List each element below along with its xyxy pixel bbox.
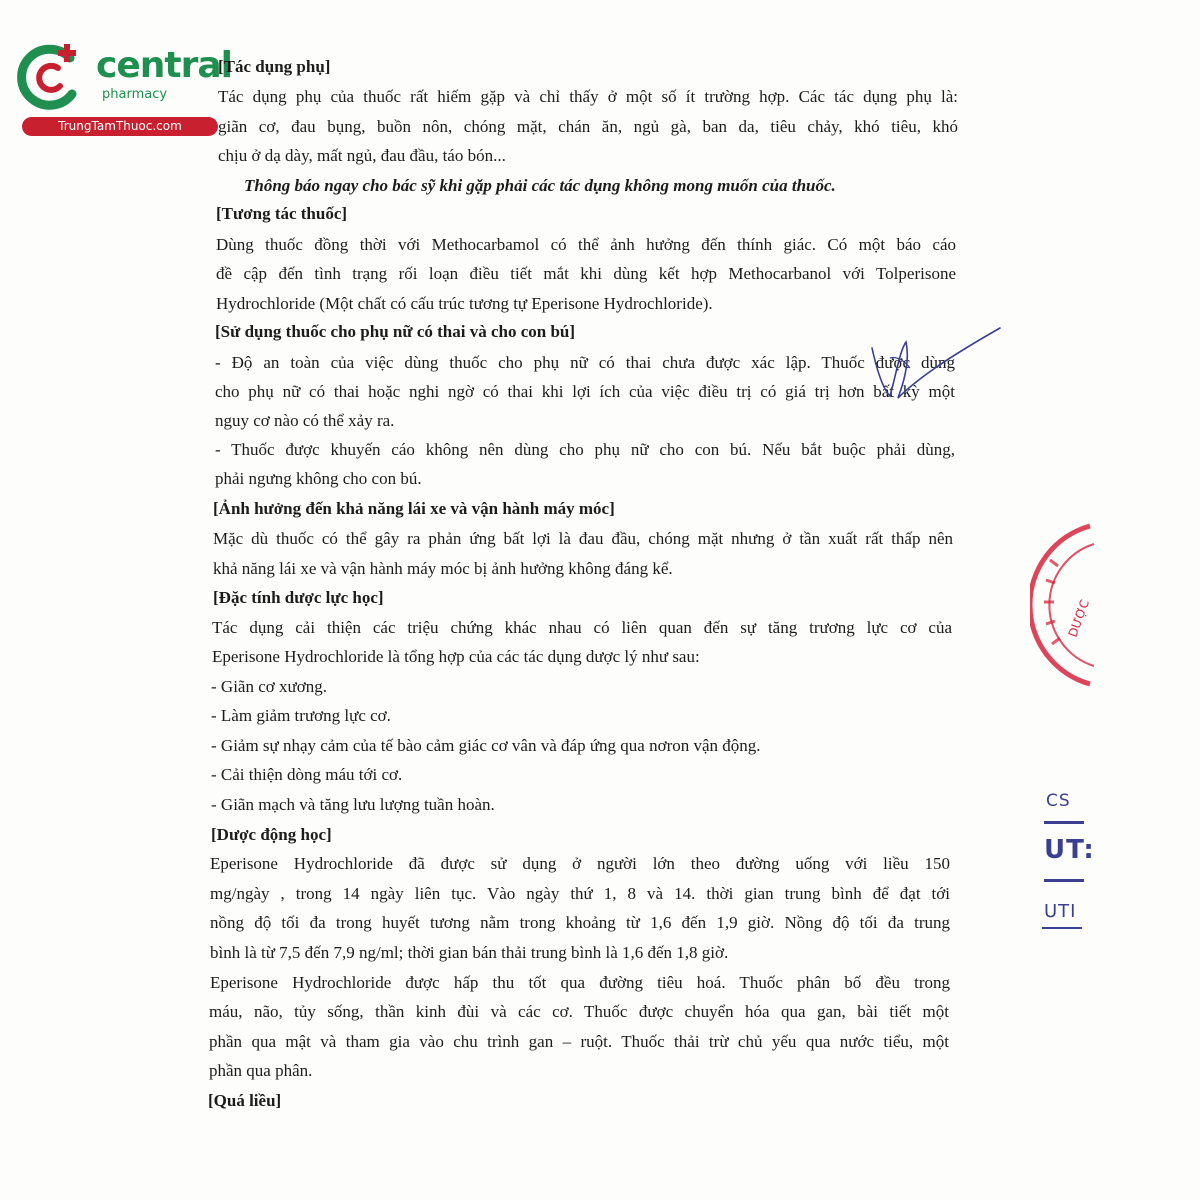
official-stamp: [1030, 520, 1110, 690]
edge-rule: [1044, 879, 1084, 882]
heading-driving: [Ảnh hưởng đến khả năng lái xe và vận hành máy móc]: [213, 499, 615, 518]
text-line: Mặc dù thuốc có thể gây ra phản ứng bất lợi là đau đầu, chóng mặt nhưng ở tần xuất rất thấp nên: [213, 529, 953, 548]
text-line: khả năng lái xe và vận hành máy móc bị ảnh hưởng không đáng kể.: [213, 559, 673, 578]
text-line: mg/ngày , trong 14 ngày liên tục. Vào ngày thứ 1, 8 và 14. thời gian trung bình để đạt tới: [210, 884, 950, 903]
list-item: - Làm giảm trương lực cơ.: [211, 706, 391, 725]
edge-stamp-fragments: [1040, 785, 1100, 935]
text-line: máu, não, tủy sống, thần kinh đùi và các cơ. Thuốc được chuyển hóa qua gan, bài tiết một: [209, 1002, 949, 1021]
heading-side-effects: [Tác dụng phụ]: [218, 57, 331, 76]
text-line: cho phụ nữ có thai hoặc nghi ngờ có thai khi lợi ích của việc điều trị có giá trị hơn bất kỳ một: [215, 382, 955, 401]
heading-overdose: [Quá liều]: [208, 1091, 282, 1110]
logo-name: central: [96, 45, 232, 86]
edge-mark-3: UTI: [1044, 901, 1077, 922]
text-line: nguy cơ nào có thể xảy ra.: [215, 411, 395, 430]
stamp-text: DƯỢC: [1065, 597, 1093, 640]
heading-pharmacokinetics: [Dược động học]: [211, 825, 332, 844]
text-line: - Độ an toàn của việc dùng thuốc cho phụ nữ có thai chưa được xác lập. Thuốc được dùng: [215, 353, 955, 372]
text-line: phần qua phân.: [209, 1061, 313, 1080]
text-line: nồng độ tối đa trong huyết tương nằm trong khoảng từ 1,6 đến 1,9 giờ. Nồng độ tối đa trung: [210, 913, 950, 932]
central-logo-icon: [10, 36, 90, 116]
text-line: Eperisone Hydrochloride được hấp thu tốt qua đường tiêu hoá. Thuốc phân bố đều trong: [210, 973, 950, 992]
text-line: Eperisone Hydrochloride là tổng hợp của các tác dụng dược lý như sau:: [212, 647, 700, 666]
text-line: Hydrochloride (Một chất có cấu trúc tương tự Eperisone Hydrochloride).: [216, 294, 713, 313]
text-line: chịu ở dạ dày, mất ngủ, đau đầu, táo bón...: [218, 146, 506, 165]
heading-pregnancy: [Sử dụng thuốc cho phụ nữ có thai và cho con bú]: [215, 322, 576, 341]
text-line: bình là từ 7,5 đến 7,9 ng/ml; thời gian bán thải trung bình là 1,6 đến 1,8 giờ.: [210, 943, 729, 962]
logo-subtitle: pharmacy: [102, 87, 168, 102]
edge-mark-2: UT:: [1044, 835, 1095, 865]
heading-pharmacodynamics: [Đặc tính dược lực học]: [213, 588, 384, 607]
text-line: đề cập đến tình trạng rối loạn điều tiết mắt khi dùng kết hợp Methocarbanol với Tolperisone: [216, 264, 956, 283]
text-line: - Thuốc được khuyến cáo không nên dùng cho phụ nữ cho con bú. Nếu bắt buộc phải dùng,: [215, 440, 955, 459]
list-item: - Cải thiện dòng máu tới cơ.: [211, 765, 403, 784]
logo-website[interactable]: TrungTamThuoc.com: [22, 117, 218, 136]
signature-mark: [860, 320, 1010, 420]
central-pharmacy-logo[interactable]: [10, 36, 232, 136]
edge-rule: [1044, 821, 1084, 824]
text-line: Tác dụng cải thiện các triệu chứng khác nhau có liên quan đến sự tăng trương lực cơ của: [212, 618, 952, 637]
list-item: - Giãn cơ xương.: [211, 677, 327, 696]
list-item: - Giảm sự nhạy cảm của tế bào cảm giác cơ vân và đáp ứng qua nơron vận động.: [211, 736, 761, 755]
text-line: giãn cơ, đau bụng, buồn nôn, chóng mặt, chán ăn, ngủ gà, ban da, tiêu chảy, khó tiêu, khó: [218, 117, 958, 136]
edge-mark-1: CS: [1046, 791, 1071, 811]
text-line: Dùng thuốc đồng thời với Methocarbamol có thể ảnh hưởng đến thính giác. Có một báo cáo: [216, 235, 956, 254]
text-line: Tác dụng phụ của thuốc rất hiếm gặp và chỉ thấy ở một số ít trường hợp. Các tác dụng phụ là:: [218, 87, 958, 106]
text-line: phần qua mật và tham gia vào chu trình gan – ruột. Thuốc thải trừ chủ yếu qua nước tiểu, một: [209, 1032, 949, 1051]
list-item: - Giãn mạch và tăng lưu lượng tuần hoàn.: [211, 795, 495, 814]
edge-rule: [1042, 927, 1082, 929]
heading-drug-interactions: [Tương tác thuốc]: [216, 204, 348, 223]
text-line: Eperisone Hydrochloride đã được sử dụng ở người lớn theo đường uống với liều 150: [210, 854, 950, 873]
warning-note: Thông báo ngay cho bác sỹ khi gặp phải các tác dụng không mong muốn của thuốc.: [244, 176, 836, 195]
text-line: phải ngưng không cho con bú.: [215, 469, 422, 488]
